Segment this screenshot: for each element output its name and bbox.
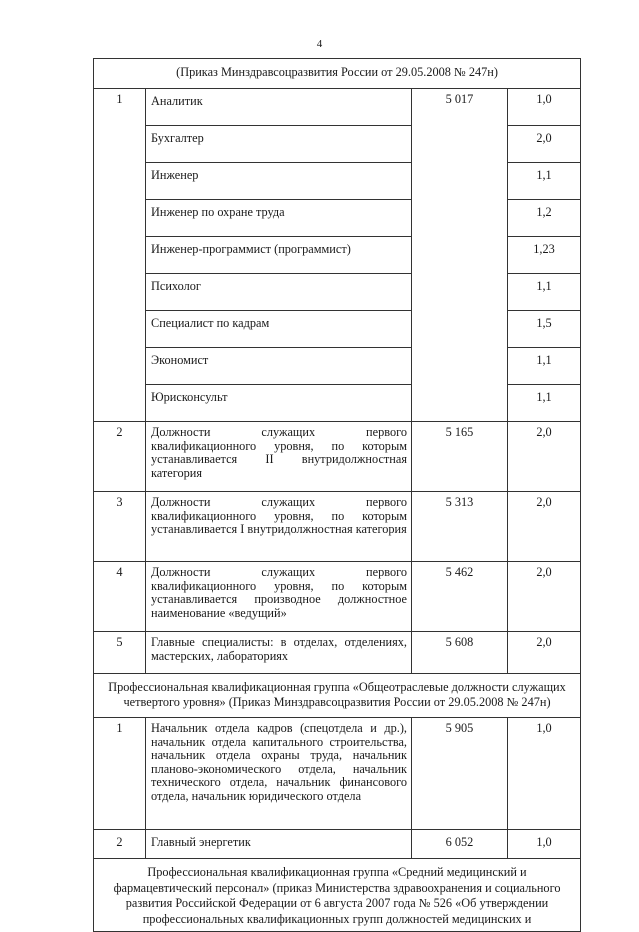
- level-number: 2: [94, 422, 146, 492]
- salary-value: 5 313: [412, 492, 508, 562]
- level-number: 1: [94, 718, 146, 830]
- coefficient-value: 1,0: [508, 89, 581, 126]
- salary-value: 5 462: [412, 562, 508, 632]
- level-number: 4: [94, 562, 146, 632]
- table-row: [94, 632, 581, 674]
- salary-table: [93, 58, 581, 932]
- coefficient-value: 2,0: [508, 422, 581, 492]
- level-number: 3: [94, 492, 146, 562]
- coefficient-value: 1,1: [508, 274, 581, 311]
- coefficient-value: 2,0: [508, 632, 581, 674]
- table-row: [94, 237, 581, 274]
- coefficient-value: 1,0: [508, 718, 581, 830]
- position-name: Начальник отдела кадров (спецотдела и др.), начальник отдела капитального строительства, начальник отдела охраны труда, начальник планово-экономического отдела, начальник технического отдела, начальник финансового отдела, начальник юридического отдела: [146, 718, 412, 830]
- salary-value: 5 165: [412, 422, 508, 492]
- salary-value: 6 052: [412, 830, 508, 859]
- table-row: [94, 311, 581, 348]
- position-name: Юрисконсульт: [146, 385, 412, 422]
- position-name: Инженер по охране труда: [146, 200, 412, 237]
- position-name: Главные специалисты: в отделах, отделениях, мастерских, лабораториях: [146, 632, 412, 674]
- coefficient-value: 1,1: [508, 348, 581, 385]
- position-name: Должности служащих первого квалификационного уровня, по которым устанавливается II внутридолжностная категория: [146, 422, 412, 492]
- position-name: Специалист по кадрам: [146, 311, 412, 348]
- table-row: [94, 89, 581, 126]
- group-caption: Профессиональная квалификационная группа «Средний медицинский и фармацевтический персонал» (приказ Министерства здравоохранения и социального развития Российской Федерации от 6 августа 2007 года № 526 «Об утверждении профессиональных квалификационных групп должностей медицинских и: [94, 859, 581, 932]
- salary-value: 5 905: [412, 718, 508, 830]
- group-caption: (Приказ Минздравсоцразвития России от 29.05.2008 № 247н): [94, 59, 581, 89]
- position-name: Инженер: [146, 163, 412, 200]
- table-row: [94, 562, 581, 632]
- table-row: [94, 718, 581, 830]
- position-name: Бухгалтер: [146, 126, 412, 163]
- page-number: 4: [316, 38, 323, 50]
- group-caption-row: [94, 674, 581, 718]
- coefficient-value: 1,0: [508, 830, 581, 859]
- position-name: Инженер-программист (программист): [146, 237, 412, 274]
- salary-value: 5 608: [412, 632, 508, 674]
- table-row: [94, 492, 581, 562]
- position-name: Главный энергетик: [146, 830, 412, 859]
- table-row: [94, 348, 581, 385]
- table-row: [94, 830, 581, 859]
- table-row: [94, 385, 581, 422]
- table-row: [94, 422, 581, 492]
- coefficient-value: 2,0: [508, 562, 581, 632]
- position-name: Психолог: [146, 274, 412, 311]
- table-row: [94, 200, 581, 237]
- position-name: Экономист: [146, 348, 412, 385]
- coefficient-value: 1,5: [508, 311, 581, 348]
- table-row: [94, 274, 581, 311]
- level-number: 5: [94, 632, 146, 674]
- coefficient-value: 2,0: [508, 126, 581, 163]
- salary-value: 5 017: [412, 89, 508, 422]
- position-name: Должности служащих первого квалификационного уровня, по которым устанавливается производное должностное наименование «ведущий»: [146, 562, 412, 632]
- coefficient-value: 1,1: [508, 385, 581, 422]
- position-name: Должности служащих первого квалификационного уровня, по которым устанавливается I внутридолжностная категория: [146, 492, 412, 562]
- coefficient-value: 1,1: [508, 163, 581, 200]
- coefficient-value: 2,0: [508, 492, 581, 562]
- level-number: 1: [94, 89, 146, 422]
- table-row: [94, 163, 581, 200]
- group-caption: Профессиональная квалификационная группа «Общеотраслевые должности служащих четвертого уровня» (Приказ Минздравсоцразвития России от 29.05.2008 № 247н): [94, 674, 581, 718]
- coefficient-value: 1,23: [508, 237, 581, 274]
- coefficient-value: 1,2: [508, 200, 581, 237]
- group-caption-row: [94, 59, 581, 89]
- level-number: 2: [94, 830, 146, 859]
- group-caption-row: [94, 859, 581, 932]
- position-name: Аналитик: [146, 89, 412, 126]
- table-row: [94, 126, 581, 163]
